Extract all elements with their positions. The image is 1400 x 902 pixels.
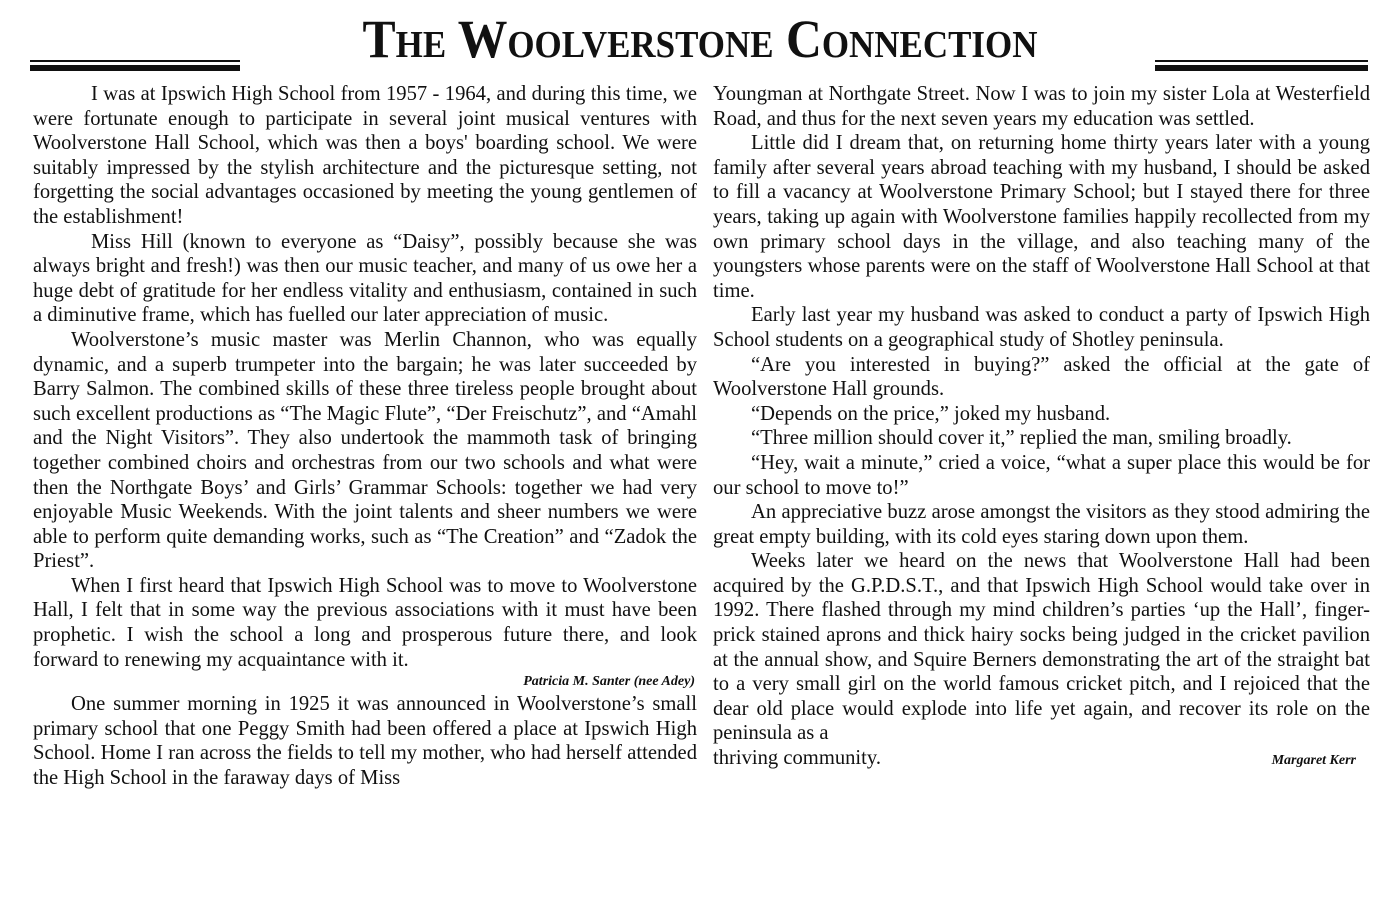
article-2-last-text: thriving community. bbox=[713, 747, 881, 770]
article-2-closing-line bbox=[713, 746, 1370, 774]
title-rule-right bbox=[1155, 60, 1368, 72]
left-column bbox=[33, 82, 697, 791]
author-signature-santer: Patricia M. Santer (nee Adey) bbox=[523, 674, 695, 690]
article-1-paragraph: Woolverstone’s music master was Merlin Channon, who was equally dynamic, and a superb trumpeter into the bargain; he was later succeeded by Barry Salmon. The combined skills of these three tireless people brought about such excellent productions as “The Magic Flute”, “Der Freischutz”, and “Amahl and the Night Visitors”. They also undertook the mammoth task of bringing together combined choirs and orchestras from our two schools and what were then the Northgate Boys’ and Girls’ Grammar Schools: together we had very enjoyable Music Weekends. With the joint talents and sheer numbers we were able to perform quite demanding works, such as “The Creation” and “Zadok the Priest”. bbox=[33, 328, 697, 573]
article-1-paragraph: Miss Hill (known to everyone as “Daisy”, possibly because she was always bright and fresh!) was then our music teacher, and many of us owe her a huge debt of gratitude for her endless vitality and enthusiasm, contained in such a diminutive frame, which has fuelled our later appreciation of music. bbox=[33, 230, 697, 327]
article-2-paragraph: “Depends on the price,” joked my husband. bbox=[751, 402, 1111, 425]
article-2-paragraph: An appreciative buzz arose amongst the visitors as they stood admiring the great empty building, with its cold eyes staring down upon them. bbox=[713, 501, 1370, 548]
article-2-paragraph: “Three million should cover it,” replied the man, smiling broadly. bbox=[751, 427, 1292, 450]
masthead bbox=[0, 0, 1400, 78]
article-2-paragraph: “Are you interested in buying?” asked the official at the gate of Woolverstone Hall grounds. bbox=[713, 353, 1370, 401]
article-2-paragraph: “Hey, wait a minute,” cried a voice, “what a super place this would be for our school to move to!” bbox=[713, 451, 1370, 499]
article-2-paragraph: Little did I dream that, on returning home thirty years later with a young family after several years abroad teaching with my husband, I should be asked to fill a vacancy at Woolverstone Primary School; but I stayed there for three years, taking up again with Woolverstone families happily recollected from my own primary school days in the village, and also teaching many of the youngsters whose parents were on the staff of Woolverstone Hall School at that time. bbox=[713, 132, 1370, 302]
article-2-paragraph: One summer morning in 1925 it was announced in Woolverstone’s small primary school that one Peggy Smith had been offered a place at Ipswich High School. Home I ran across the fields to tell my mother, who had herself attended the High School in the faraway days of Miss bbox=[33, 693, 697, 790]
right-column bbox=[713, 82, 1370, 774]
title-rule-left bbox=[30, 60, 240, 72]
page-title: The Woolverstone Connection bbox=[362, 9, 1038, 69]
article-1-paragraph: When I first heard that Ipswich High School was to move to Woolverstone Hall, I felt that in some way the previous associations with it must have been prophetic. I wish the school a long and prosperous future there, and look forward to renewing my acquaintance with it. bbox=[33, 574, 697, 671]
article-2-continuation: Youngman at Northgate Street. Now I was to join my sister Lola at Westerfield Road, and thus for the next seven years my education was settled. bbox=[713, 83, 1370, 130]
article-2-paragraph: Early last year my husband was asked to conduct a party of Ipswich High School students on a geographical study of Shotley peninsula. bbox=[713, 304, 1370, 351]
author-signature-kerr: Margaret Kerr bbox=[1271, 753, 1356, 769]
article-1-paragraph: I was at Ipswich High School from 1957 - 1964, and during this time, we were fortunate enough to participate in several joint musical ventures with Woolverstone Hall School, which was then a boys' boarding school. We were suitably impressed by the stylish architecture and the picturesque setting, not forgetting the social advantages occasioned by meeting the young gentlemen of the establishment! bbox=[33, 83, 697, 228]
article-2-paragraph: Weeks later we heard on the news that Woolverstone Hall had been acquired by the G.P.D.S.T., and that Ipswich High School would take over in 1992. There flashed through my mind children’s parties ‘up the Hall’, finger-prick stained aprons and thick hairy socks being judged in the cricket pavilion at the annual show, and Squire Berners demonstrating the art of the straight bat to a very small girl on the world famous cricket pitch, and I rejoiced that the dear old place would explode into life yet again, and recover its role on the peninsula as a bbox=[713, 550, 1370, 745]
